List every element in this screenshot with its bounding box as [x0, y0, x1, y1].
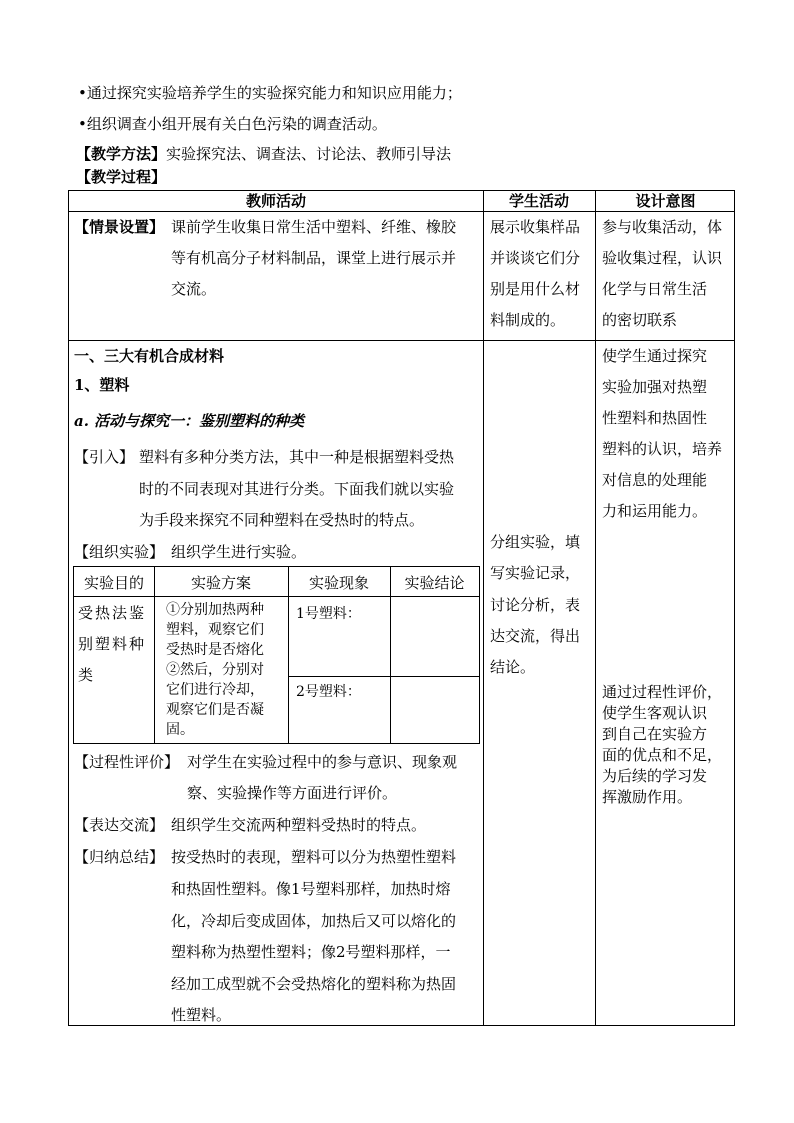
- r2-design-line-1: 使学生通过探究: [602, 347, 708, 365]
- exp-plan-line-1: ①分别加热两种: [166, 602, 264, 618]
- exp-plan-line-2: 塑料，观察它们: [166, 622, 264, 638]
- r1-student-line-3: 别是用什么材: [490, 280, 581, 298]
- r2-design-line-2: 实验加强对热塑: [602, 378, 708, 396]
- exp-purpose-line-1: 受热法鉴: [78, 604, 147, 622]
- exp-plan-line-6: 观察它们是否凝: [166, 702, 264, 718]
- activity-title: a. 活动与探究一：鉴别塑料的种类: [74, 412, 305, 430]
- r2-eval-design-line-5: 为后续的学习发: [602, 767, 708, 785]
- objective-bullet-2: •组织调查小组开展有关白色污染的调查活动。: [78, 115, 387, 133]
- objective-bullet-1: •通过探究实验培养学生的实验探究能力和知识应用能力；: [78, 84, 462, 102]
- r2-student-line-1: 分组实验，填: [490, 533, 581, 551]
- header-design: 设计意图: [635, 192, 696, 210]
- exp-observation-1: 1号塑料：: [296, 606, 361, 622]
- exp-header-purpose: 实验目的: [83, 574, 144, 592]
- r2-design-line-5: 对信息的处理能: [602, 471, 708, 489]
- r2-design-line-4: 塑料的认识，培养: [602, 440, 723, 458]
- teaching-method-text: 实验探究法、调查法、讨论法、教师引导法: [166, 145, 452, 163]
- r2-eval-design-line-6: 挥激励作用。: [602, 788, 693, 806]
- r1-design-line-1: 参与收集活动，体: [602, 218, 723, 236]
- summary-line-3: 化，冷却后变成固体，加热后又可以熔化的: [171, 912, 457, 930]
- exp-col-divider-1: [154, 567, 155, 743]
- r2-student-line-4: 达交流，得出: [490, 627, 581, 645]
- exp-header-plan: 实验方案: [190, 574, 251, 592]
- r2-student-line-3: 讨论分析，表: [490, 596, 581, 614]
- summary-line-5: 经加工成型就不会受热熔化的塑料称为热固: [171, 975, 457, 993]
- eval-line-1: 对学生在实验过程中的参与意识、现象观: [187, 753, 458, 771]
- col-divider-1: [483, 191, 484, 1025]
- summary-line-4: 塑料称为热塑性塑料；像2号塑料那样，一: [171, 943, 451, 961]
- summary-line-6: 性塑料。: [171, 1006, 232, 1024]
- scene-line-3: 交流。: [171, 280, 217, 298]
- r1-student-line-1: 展示收集样品: [490, 218, 581, 236]
- exp-plan-line-4: ②然后，分别对: [166, 662, 264, 678]
- scene-line-1: 课前学生收集日常生活中塑料、纤维、橡胶: [171, 218, 457, 236]
- summary-tag: 【归纳总结】: [74, 848, 165, 866]
- r1-design-line-3: 化学与日常生活: [602, 280, 708, 298]
- summary-line-1: 按受热时的表现，塑料可以分为热塑性塑料: [171, 848, 457, 866]
- r2-design-line-3: 性塑料和热固性: [602, 409, 708, 427]
- exp-header-divider: [74, 596, 479, 597]
- exp-plan-line-3: 受热时是否熔化: [166, 642, 264, 658]
- exp-header-conclusion: 实验结论: [404, 574, 465, 592]
- teaching-method-label: 【教学方法】: [76, 145, 167, 163]
- r2-eval-design-line-3: 到自己在实验方: [602, 725, 708, 743]
- exp-observation-2: 2号塑料：: [296, 684, 361, 700]
- express-text: 组织学生交流两种塑料受热时的特点。: [171, 816, 427, 834]
- col-divider-2: [595, 191, 596, 1025]
- exp-col-divider-2: [288, 567, 289, 743]
- teaching-process-label: 【教学过程】: [76, 168, 167, 186]
- exp-col-divider-3: [390, 567, 391, 743]
- r2-design-line-6: 力和运用能力。: [602, 502, 708, 520]
- intro-line-3: 为手段来探究不同种塑料在受热时的特点。: [139, 511, 425, 529]
- r2-student-line-5: 结论。: [490, 658, 536, 676]
- sub-title: 1、塑料: [74, 376, 130, 394]
- r2-student-line-2: 写实验记录，: [490, 564, 581, 582]
- exp-purpose-line-2: 别塑料种: [78, 635, 147, 653]
- intro-line-2: 时的不同表现对其进行分类。下面我们就以实验: [139, 480, 455, 498]
- r1-student-line-2: 并谈谈它们分: [490, 249, 581, 267]
- exp-plan-line-5: 它们进行冷却，: [166, 682, 264, 698]
- organize-text: 组织学生进行实验。: [171, 543, 307, 561]
- r2-eval-design-line-2: 使学生客观认识: [602, 704, 708, 722]
- r2-eval-design-line-1: 通过过程性评价，: [602, 683, 723, 701]
- exp-obs-divider: [288, 676, 479, 677]
- express-tag: 【表达交流】: [74, 816, 165, 834]
- scene-setting-tag: 【情景设置】: [74, 218, 165, 236]
- eval-line-2: 察、实验操作等方面进行评价。: [187, 784, 398, 802]
- teaching-method: [76, 143, 451, 165]
- exp-header-observation: 实验现象: [308, 574, 369, 592]
- header-student: 学生活动: [508, 192, 569, 210]
- intro-tag: 【引入】: [74, 448, 135, 466]
- intro-line-1: 塑料有多种分类方法，其中一种是根据塑料受热: [139, 448, 455, 466]
- exp-plan-line-7: 固。: [166, 722, 194, 738]
- scene-line-2: 等有机高分子材料制品，课堂上进行展示并: [171, 249, 457, 267]
- r1-design-line-2: 验收集过程，认识: [602, 249, 723, 267]
- header-teacher: 教师活动: [245, 192, 306, 210]
- r1-student-line-4: 料制成的。: [490, 311, 566, 329]
- summary-line-2: 和热固性塑料。像1号塑料那样，加热时熔: [171, 880, 451, 898]
- r1-design-line-4: 的密切联系: [602, 311, 678, 329]
- eval-tag: 【过程性评价】: [74, 753, 180, 771]
- section-title: 一、三大有机合成材料: [74, 347, 225, 365]
- organize-tag: 【组织实验】: [74, 543, 165, 561]
- exp-purpose-line-3: 类: [78, 666, 94, 684]
- r2-eval-design-line-4: 面的优点和不足，: [602, 746, 723, 764]
